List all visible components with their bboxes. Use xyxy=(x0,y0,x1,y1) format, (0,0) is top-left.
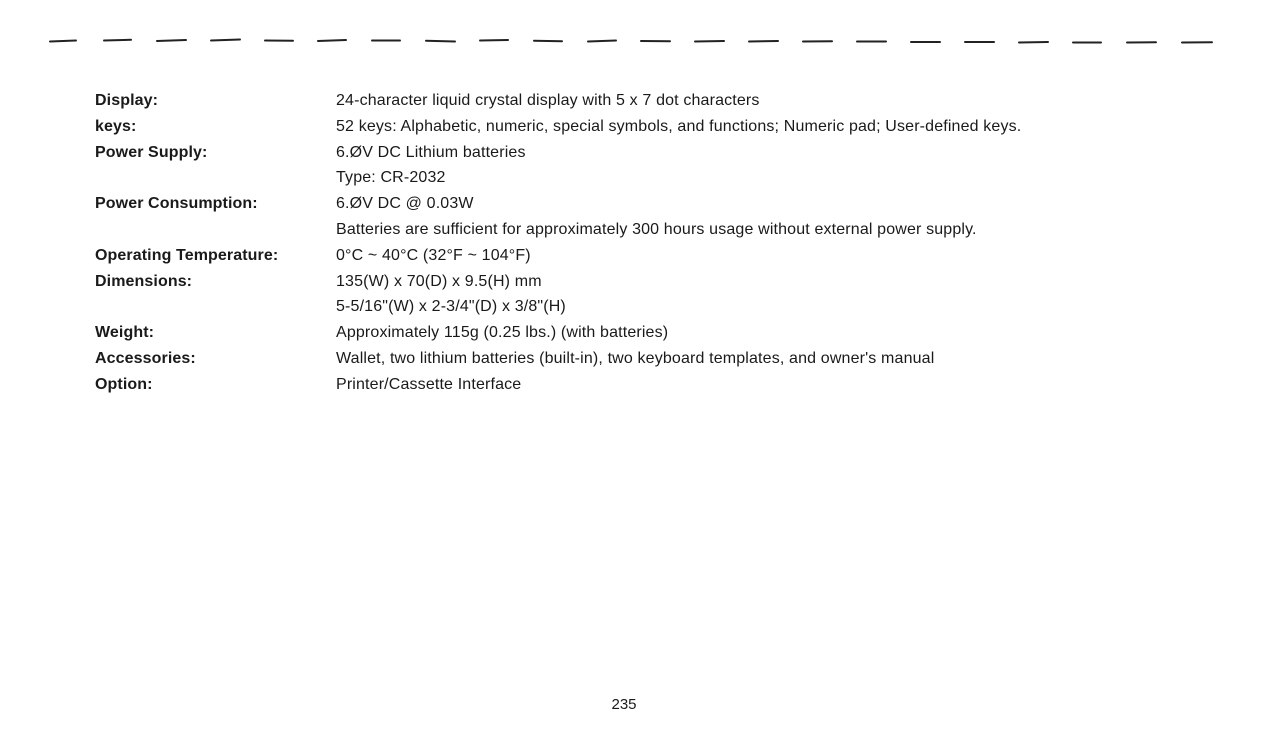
spec-row xyxy=(95,217,1175,243)
spec-row xyxy=(95,165,1175,191)
spec-row xyxy=(95,320,1175,346)
spec-row xyxy=(95,294,1175,320)
spec-label: Option: xyxy=(95,375,153,393)
dash-mark xyxy=(480,40,508,41)
spec-value: Batteries are sufficient for approximately 300 hours usage without external power supply. xyxy=(336,220,977,238)
dash-mark xyxy=(211,40,240,41)
spec-label: keys: xyxy=(95,117,137,135)
dash-mark xyxy=(318,40,346,41)
spec-value: Type: CR-2032 xyxy=(336,169,446,187)
spec-row xyxy=(95,191,1175,217)
spec-row xyxy=(95,269,1175,295)
spec-row xyxy=(95,114,1175,140)
spec-row xyxy=(95,346,1175,372)
spec-value: 135(W) x 70(D) x 9.5(H) mm xyxy=(336,272,542,290)
spec-value: Approximately 115g (0.25 lbs.) (with batteries) xyxy=(336,324,669,342)
spec-row xyxy=(95,372,1175,398)
dash-mark xyxy=(50,41,76,42)
spec-value: 5-5/16"(W) x 2-3/4"(D) x 3/8"(H) xyxy=(336,298,566,316)
spec-row xyxy=(95,243,1175,269)
spec-value: 24-character liquid crystal display with 5 x 7 dot characters xyxy=(336,92,760,109)
dash-mark xyxy=(1019,42,1048,43)
spec-label: Power Consumption: xyxy=(95,195,258,213)
spec-row xyxy=(95,140,1175,166)
dash-mark xyxy=(426,41,455,42)
dash-mark xyxy=(695,41,724,42)
spec-row xyxy=(95,88,1175,114)
spec-value: Printer/Cassette Interface xyxy=(336,375,522,393)
spec-value: 52 keys: Alphabetic, numeric, special symbols, and functions; Numeric pad; User-defined keys. xyxy=(336,117,1022,135)
spec-label: Display: xyxy=(95,92,159,109)
spec-label: Weight: xyxy=(95,324,155,342)
spec-label: Power Supply: xyxy=(95,143,208,161)
perforation-dash-line xyxy=(0,0,1268,60)
dash-mark xyxy=(588,41,616,42)
dash-mark xyxy=(157,40,186,41)
spec-value: Wallet, two lithium batteries (built-in), two keyboard templates, and owner's manual xyxy=(336,349,935,367)
spec-value: 0°C ~ 40°C (32°F ~ 104°F) xyxy=(336,246,531,264)
spec-label: Operating Temperature: xyxy=(95,246,279,264)
spec-label: Accessories: xyxy=(95,349,196,367)
specifications-list xyxy=(95,88,1175,398)
spec-value: 6.ØV DC @ 0.03W xyxy=(336,195,474,213)
dash-mark xyxy=(749,41,778,42)
spec-label: Dimensions: xyxy=(95,272,193,290)
dash-mark xyxy=(104,40,131,41)
spec-value: 6.ØV DC Lithium batteries xyxy=(336,143,526,161)
page-number: 235 xyxy=(611,696,637,713)
